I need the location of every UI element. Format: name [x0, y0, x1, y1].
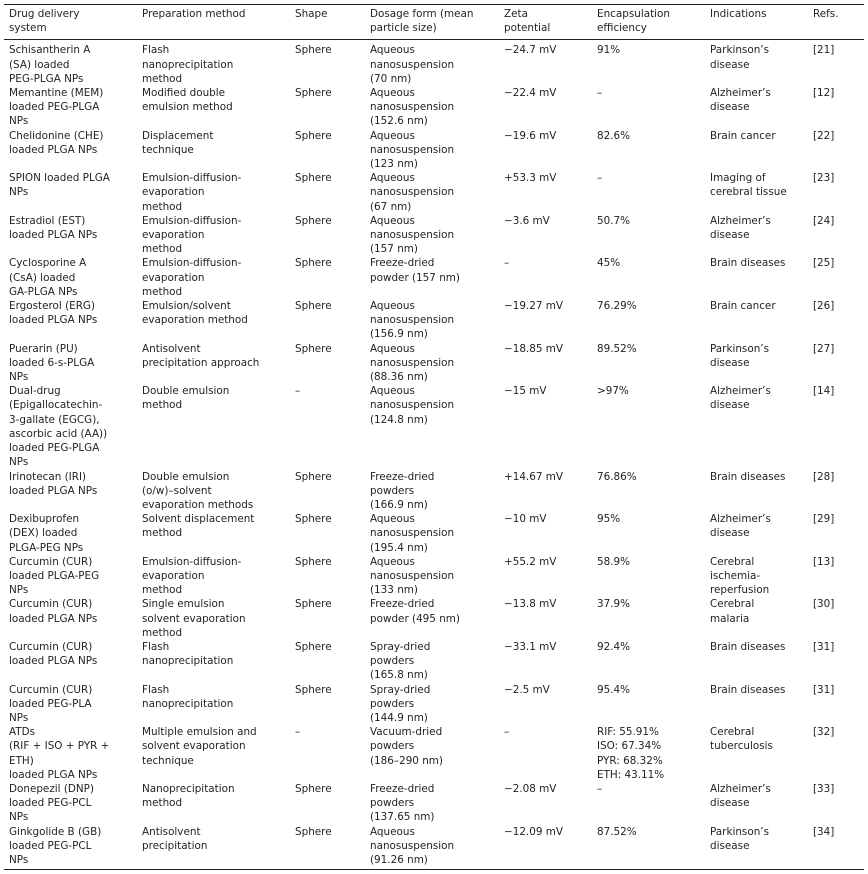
cell-drug-delivery-system: Schisantherin A (SA) loaded PEG-PLGA NPs: [9, 44, 91, 85]
column-header-drug-delivery-system: Drug delivery system: [9, 8, 80, 35]
cell-dosage-form: Aqueous nanosuspension (67 nm): [370, 172, 455, 213]
cell-zeta-potential: −10 mV: [504, 513, 547, 526]
cell-indications: Alzheimer’s disease: [710, 87, 771, 114]
cell-encapsulation-efficiency: 82.6%: [597, 129, 631, 142]
cell-indications: Brain diseases: [710, 470, 786, 483]
cell-shape: Sphere: [295, 300, 332, 313]
cell-indications: Alzheimer’s disease: [710, 513, 771, 540]
column-header-zeta-potential: Zeta potential: [504, 8, 551, 35]
cell-preparation-method: Double emulsion method: [142, 385, 230, 412]
table-row: [4, 683, 864, 726]
cell-shape: Sphere: [295, 129, 332, 142]
cell-drug-delivery-system: Dexibuprofen (DEX) loaded PLGA-PEG NPs: [9, 513, 84, 554]
cell-dosage-form: Freeze-dried powder (157 nm): [370, 257, 460, 284]
cell-zeta-potential: −3.6 mV: [504, 214, 550, 227]
cell-shape: Sphere: [295, 172, 332, 185]
cell-indications: Brain cancer: [710, 300, 776, 313]
cell-zeta-potential: +55.2 mV: [504, 555, 557, 568]
cell-refs: [31]: [813, 640, 835, 653]
cell-dosage-form: Aqueous nanosuspension (70 nm): [370, 44, 455, 85]
table-row: [4, 782, 864, 825]
cell-zeta-potential: −22.4 mV: [504, 87, 557, 100]
table-row: [4, 129, 864, 172]
cell-encapsulation-efficiency: RIF: 55.91% ISO: 67.34% PYR: 68.32% ETH: 43.11%: [597, 726, 665, 781]
cell-encapsulation-efficiency: 45%: [597, 257, 621, 270]
cell-encapsulation-efficiency: 92.4%: [597, 640, 631, 653]
cell-encapsulation-efficiency: –: [597, 172, 603, 185]
cell-preparation-method: Single emulsion solvent evaporation method: [142, 598, 246, 639]
cell-indications: Brain diseases: [710, 257, 786, 270]
cell-dosage-form: Freeze-dried powders (137.65 nm): [370, 782, 435, 824]
table-row: [4, 384, 864, 469]
cell-zeta-potential: −12.09 mV: [504, 825, 563, 838]
cell-shape: Sphere: [295, 513, 332, 526]
cell-preparation-method: Emulsion-diffusion- evaporation method: [142, 257, 242, 298]
cell-dosage-form: Aqueous nanosuspension (133 nm): [370, 555, 455, 597]
cell-drug-delivery-system: Curcumin (CUR) loaded PLGA-PEG NPs: [9, 555, 100, 597]
cell-indications: Alzheimer’s disease: [710, 782, 771, 810]
cell-zeta-potential: −13.8 mV: [504, 598, 557, 611]
cell-indications: Brain cancer: [710, 129, 776, 142]
cell-indications: Cerebral malaria: [710, 598, 755, 625]
cell-zeta-potential: +53.3 mV: [504, 172, 557, 185]
cell-shape: Sphere: [295, 683, 332, 696]
cell-refs: [28]: [813, 470, 835, 483]
cell-dosage-form: Aqueous nanosuspension (156.9 nm): [370, 300, 455, 341]
table-row: [4, 825, 864, 870]
cell-shape: Sphere: [295, 782, 332, 795]
cell-shape: Sphere: [295, 214, 332, 227]
table-row: [4, 725, 864, 782]
cell-indications: Cerebral tuberculosis: [710, 726, 773, 753]
cell-shape: Sphere: [295, 598, 332, 611]
cell-indications: Parkinson’s disease: [710, 342, 769, 369]
cell-refs: [22]: [813, 129, 835, 142]
table-header: [4, 5, 864, 40]
cell-refs: [14]: [813, 385, 835, 398]
cell-shape: Sphere: [295, 257, 332, 270]
cell-dosage-form: Vacuum-dried powders (186–290 nm): [370, 726, 443, 767]
cell-zeta-potential: –: [504, 726, 510, 739]
cell-preparation-method: Solvent displacement method: [142, 513, 255, 540]
cell-refs: [27]: [813, 342, 835, 355]
cell-drug-delivery-system: Curcumin (CUR) loaded PLGA NPs: [9, 640, 98, 668]
cell-shape: Sphere: [295, 44, 332, 57]
cell-encapsulation-efficiency: 95%: [597, 513, 621, 526]
cell-dosage-form: Aqueous nanosuspension (124.8 nm): [370, 385, 455, 426]
cell-refs: [25]: [813, 257, 835, 270]
cell-shape: –: [295, 726, 301, 739]
table-row: [4, 256, 864, 299]
cell-drug-delivery-system: Ergosterol (ERG) loaded PLGA NPs: [9, 300, 98, 327]
cell-encapsulation-efficiency: 50.7%: [597, 214, 631, 227]
table-row: [4, 171, 864, 214]
cell-preparation-method: Antisolvent precipitation: [142, 825, 208, 852]
cell-preparation-method: Emulsion-diffusion- evaporation method: [142, 555, 242, 597]
cell-drug-delivery-system: Cyclosporine A (CsA) loaded GA-PLGA NPs: [9, 257, 87, 298]
cell-refs: [30]: [813, 598, 835, 611]
cell-refs: [13]: [813, 555, 835, 568]
cell-zeta-potential: +14.67 mV: [504, 470, 563, 483]
cell-drug-delivery-system: Puerarin (PU) loaded 6-s-PLGA NPs: [9, 342, 95, 384]
cell-encapsulation-efficiency: 76.86%: [597, 470, 637, 483]
cell-dosage-form: Aqueous nanosuspension (152.6 nm): [370, 87, 455, 128]
cell-indications: Parkinson’s disease: [710, 44, 769, 71]
cell-indications: Imaging of cerebral tissue: [710, 172, 787, 199]
cell-zeta-potential: −19.27 mV: [504, 300, 563, 313]
cell-preparation-method: Nanoprecipitation method: [142, 782, 235, 810]
cell-indications: Cerebral ischemia- reperfusion: [710, 555, 770, 597]
cell-indications: Parkinson’s disease: [710, 825, 769, 852]
cell-preparation-method: Double emulsion (o/w)–solvent evaporation methods: [142, 470, 254, 511]
cell-indications: Alzheimer’s disease: [710, 385, 771, 412]
cell-preparation-method: Antisolvent precipitation approach: [142, 342, 260, 369]
cell-encapsulation-efficiency: –: [597, 87, 603, 100]
cell-preparation-method: Emulsion-diffusion- evaporation method: [142, 172, 242, 213]
cell-dosage-form: Freeze-dried powder (495 nm): [370, 598, 460, 625]
cell-encapsulation-efficiency: 58.9%: [597, 555, 631, 568]
cell-dosage-form: Aqueous nanosuspension (157 nm): [370, 214, 455, 256]
cell-dosage-form: Spray-dried powders (165.8 nm): [370, 640, 431, 682]
cell-drug-delivery-system: ATDs (RIF + ISO + PYR + ETH) loaded PLGA NPs: [9, 726, 110, 781]
cell-shape: Sphere: [295, 87, 332, 100]
cell-dosage-form: Aqueous nanosuspension (88.36 nm): [370, 342, 455, 384]
column-header-indications: Indications: [710, 8, 767, 20]
cell-drug-delivery-system: Curcumin (CUR) loaded PLGA NPs: [9, 598, 98, 625]
cell-dosage-form: Spray-dried powders (144.9 nm): [370, 683, 431, 724]
cell-shape: Sphere: [295, 640, 332, 653]
header-row: [4, 5, 864, 40]
cell-encapsulation-efficiency: >97%: [597, 385, 629, 398]
cell-encapsulation-efficiency: 87.52%: [597, 825, 637, 838]
table-row: [4, 299, 864, 342]
cell-refs: [32]: [813, 726, 835, 739]
cell-dosage-form: Freeze-dried powders (166.9 nm): [370, 470, 435, 511]
table-row: [4, 40, 864, 86]
cell-encapsulation-efficiency: –: [597, 782, 603, 795]
column-header-refs: Refs.: [813, 8, 839, 20]
cell-encapsulation-efficiency: 37.9%: [597, 598, 631, 611]
cell-preparation-method: Flash nanoprecipitation: [142, 683, 234, 710]
table-row: [4, 512, 864, 555]
cell-zeta-potential: −2.08 mV: [504, 782, 557, 795]
cell-dosage-form: Aqueous nanosuspension (123 nm): [370, 129, 455, 171]
cell-zeta-potential: −24.7 mV: [504, 44, 557, 57]
cell-encapsulation-efficiency: 95.4%: [597, 683, 631, 696]
cell-drug-delivery-system: Irinotecan (IRI) loaded PLGA NPs: [9, 470, 98, 497]
cell-refs: [23]: [813, 172, 835, 185]
cell-indications: Alzheimer’s disease: [710, 214, 771, 242]
cell-refs: [29]: [813, 513, 835, 526]
cell-refs: [34]: [813, 825, 835, 838]
table-row: [4, 86, 864, 129]
cell-zeta-potential: −15 mV: [504, 385, 547, 398]
cell-preparation-method: Flash nanoprecipitation: [142, 640, 234, 668]
cell-drug-delivery-system: SPION loaded PLGA NPs: [9, 172, 110, 199]
cell-zeta-potential: –: [504, 257, 510, 270]
cell-drug-delivery-system: Memantine (MEM) loaded PEG-PLGA NPs: [9, 87, 104, 128]
cell-drug-delivery-system: Curcumin (CUR) loaded PEG-PLA NPs: [9, 683, 93, 724]
table-row: [4, 214, 864, 257]
cell-shape: Sphere: [295, 825, 332, 838]
cell-drug-delivery-system: Ginkgolide B (GB) loaded PEG-PCL NPs: [9, 825, 102, 866]
cell-preparation-method: Emulsion/solvent evaporation method: [142, 300, 248, 327]
table-row: [4, 470, 864, 513]
cell-zeta-potential: −19.6 mV: [504, 129, 557, 142]
cell-shape: Sphere: [295, 470, 332, 483]
column-header-encapsulation-efficiency: Encapsulation efficiency: [597, 8, 670, 35]
table-row: [4, 342, 864, 385]
cell-drug-delivery-system: Donepezil (DNP) loaded PEG-PCL NPs: [9, 782, 95, 824]
cell-shape: Sphere: [295, 555, 332, 568]
cell-refs: [21]: [813, 44, 835, 57]
cell-preparation-method: Modified double emulsion method: [142, 87, 233, 114]
table-row: [4, 597, 864, 640]
cell-encapsulation-efficiency: 89.52%: [597, 342, 637, 355]
table-row: [4, 640, 864, 683]
cell-refs: [24]: [813, 214, 835, 227]
cell-refs: [31]: [813, 683, 835, 696]
cell-shape: –: [295, 385, 301, 398]
column-header-shape: Shape: [295, 8, 328, 20]
cell-zeta-potential: −18.85 mV: [504, 342, 563, 355]
cell-shape: Sphere: [295, 342, 332, 355]
cell-indications: Brain diseases: [710, 683, 786, 696]
cell-preparation-method: Emulsion-diffusion- evaporation method: [142, 214, 242, 256]
column-header-dosage-form: Dosage form (mean particle size): [370, 8, 474, 35]
cell-preparation-method: Flash nanoprecipitation method: [142, 44, 234, 85]
cell-dosage-form: Aqueous nanosuspension (195.4 nm): [370, 513, 455, 554]
cell-encapsulation-efficiency: 91%: [597, 44, 621, 57]
cell-drug-delivery-system: Chelidonine (CHE) loaded PLGA NPs: [9, 129, 104, 156]
cell-preparation-method: Multiple emulsion and solvent evaporation technique: [142, 726, 257, 767]
cell-encapsulation-efficiency: 76.29%: [597, 300, 637, 313]
cell-refs: [33]: [813, 782, 835, 795]
column-header-preparation-method: Preparation method: [142, 8, 246, 20]
cell-preparation-method: Displacement technique: [142, 129, 214, 156]
cell-indications: Brain diseases: [710, 640, 786, 653]
drug-delivery-table: [4, 4, 864, 870]
cell-drug-delivery-system: Estradiol (EST) loaded PLGA NPs: [9, 214, 98, 242]
cell-refs: [12]: [813, 87, 835, 100]
cell-zeta-potential: −33.1 mV: [504, 640, 557, 653]
table-body: [4, 40, 864, 870]
table-row: [4, 555, 864, 598]
cell-drug-delivery-system: Dual-drug (Epigallocatechin- 3-gallate (EGCG), ascorbic acid (AA)) loaded PEG-PLGA NPs: [9, 385, 108, 469]
cell-zeta-potential: −2.5 mV: [504, 683, 550, 696]
cell-dosage-form: Aqueous nanosuspension (91.26 nm): [370, 825, 455, 866]
cell-refs: [26]: [813, 300, 835, 313]
